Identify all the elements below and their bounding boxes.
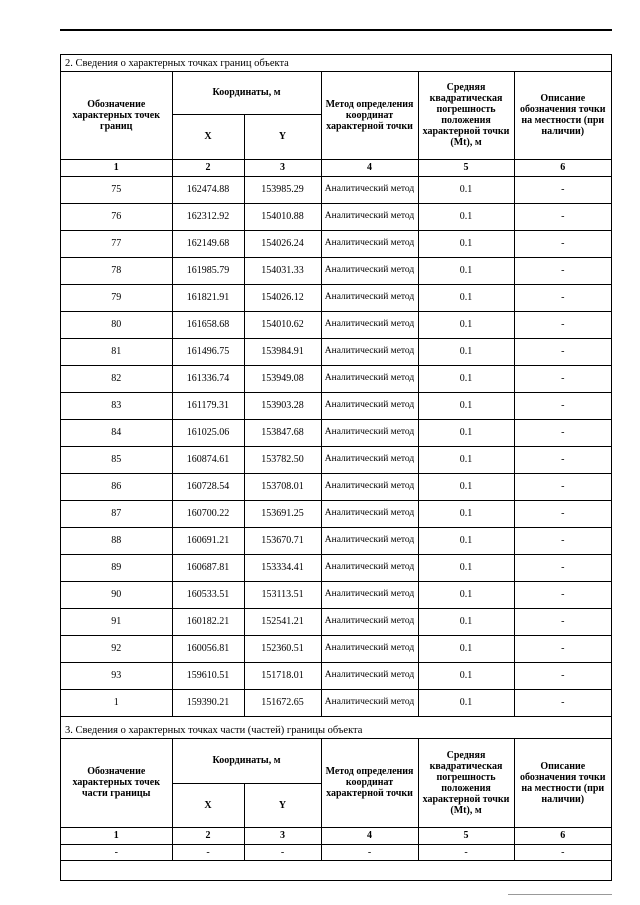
cell-point: 91: [61, 608, 172, 635]
header-accuracy: Средняя квадратическая погрешность положения характерной точки (Mt), м: [418, 72, 514, 159]
cell-x: 160728.54: [172, 473, 244, 500]
cell-description: -: [514, 844, 611, 860]
cell-point: 75: [61, 176, 172, 203]
cell-method: Аналитический метод: [321, 419, 418, 446]
cell-accuracy: 0.1: [418, 338, 514, 365]
cell-y: 152360.51: [244, 635, 321, 662]
section-2-table: [61, 72, 611, 717]
cell-y: 153113.51: [244, 581, 321, 608]
cell-method: Аналитический метод: [321, 662, 418, 689]
cell-accuracy: 0.1: [418, 689, 514, 716]
cell-point: 88: [61, 527, 172, 554]
cell-y: 153708.01: [244, 473, 321, 500]
cell-accuracy: 0.1: [418, 419, 514, 446]
cell-x: 159610.51: [172, 662, 244, 689]
table-row: [61, 554, 611, 581]
header-point: Обозначение характерных точек границ: [61, 72, 172, 159]
cell-x: 160533.51: [172, 581, 244, 608]
cell-x: 160687.81: [172, 554, 244, 581]
cell-accuracy: 0.1: [418, 662, 514, 689]
cell-y: 153949.08: [244, 365, 321, 392]
table-row: [61, 473, 611, 500]
cell-y: 154026.12: [244, 284, 321, 311]
cell-x: 160874.61: [172, 446, 244, 473]
cell-method: Аналитический метод: [321, 203, 418, 230]
cell-accuracy: 0.1: [418, 392, 514, 419]
header-row: [61, 72, 611, 114]
cell-y: 153985.29: [244, 176, 321, 203]
cell-point: -: [61, 844, 172, 860]
cell-method: Аналитический метод: [321, 338, 418, 365]
table-row: [61, 311, 611, 338]
cell-x: 162474.88: [172, 176, 244, 203]
cell-method: Аналитический метод: [321, 635, 418, 662]
cell-y: 152541.21: [244, 608, 321, 635]
cell-accuracy: 0.1: [418, 230, 514, 257]
table-row: [61, 419, 611, 446]
cell-x: 161025.06: [172, 419, 244, 446]
header-description: Описание обозначения точки на местности (при наличии): [514, 72, 611, 159]
table-row: [61, 230, 611, 257]
header-coordinates: Координаты, м: [172, 739, 321, 783]
column-number: 1: [61, 159, 172, 176]
table-row: [61, 500, 611, 527]
cell-description: -: [514, 500, 611, 527]
table-row: [61, 635, 611, 662]
cell-description: -: [514, 176, 611, 203]
cell-method: Аналитический метод: [321, 311, 418, 338]
cell-description: -: [514, 203, 611, 230]
header-y: Y: [244, 783, 321, 827]
cell-point: 79: [61, 284, 172, 311]
cell-description: -: [514, 230, 611, 257]
cell-point: 84: [61, 419, 172, 446]
cell-x: 160056.81: [172, 635, 244, 662]
cell-y: 153903.28: [244, 392, 321, 419]
cell-accuracy: 0.1: [418, 257, 514, 284]
header-row: [61, 739, 611, 783]
table-row: [61, 689, 611, 716]
cell-description: -: [514, 689, 611, 716]
cell-point: 82: [61, 365, 172, 392]
cell-point: 89: [61, 554, 172, 581]
cell-accuracy: 0.1: [418, 554, 514, 581]
table-row: [61, 284, 611, 311]
cell-point: 86: [61, 473, 172, 500]
cell-accuracy: 0.1: [418, 608, 514, 635]
cell-point: 93: [61, 662, 172, 689]
table-row: [61, 608, 611, 635]
cell-x: 162312.92: [172, 203, 244, 230]
cell-x: -: [172, 844, 244, 860]
cell-description: -: [514, 365, 611, 392]
table-row: [61, 844, 611, 860]
cell-accuracy: 0.1: [418, 203, 514, 230]
cell-accuracy: 0.1: [418, 635, 514, 662]
column-number: 6: [514, 827, 611, 844]
table-row: [61, 527, 611, 554]
table-row: [61, 203, 611, 230]
column-number: 2: [172, 159, 244, 176]
section-3-title: 3. Сведения о характерных точках части (частей) границы объекта: [61, 722, 611, 739]
table-row: [61, 662, 611, 689]
header-description: Описание обозначения точки на местности (при наличии): [514, 739, 611, 827]
cell-x: 161336.74: [172, 365, 244, 392]
cell-y: 153670.71: [244, 527, 321, 554]
section-3-table: [61, 739, 611, 861]
header-coordinates: Координаты, м: [172, 72, 321, 114]
section-2-title: 2. Сведения о характерных точках границ объекта: [61, 55, 611, 72]
cell-method: -: [321, 844, 418, 860]
cell-point: 76: [61, 203, 172, 230]
cell-method: Аналитический метод: [321, 473, 418, 500]
table-row: [61, 257, 611, 284]
column-numbers-row: [61, 159, 611, 176]
header-x: X: [172, 114, 244, 159]
cell-point: 78: [61, 257, 172, 284]
table-row: [61, 446, 611, 473]
cell-accuracy: 0.1: [418, 446, 514, 473]
table-row: [61, 392, 611, 419]
column-numbers-row: [61, 827, 611, 844]
cell-description: -: [514, 527, 611, 554]
cell-y: 153691.25: [244, 500, 321, 527]
cell-x: 161985.79: [172, 257, 244, 284]
cell-point: 81: [61, 338, 172, 365]
cell-method: Аналитический метод: [321, 581, 418, 608]
column-number: 6: [514, 159, 611, 176]
cell-description: -: [514, 257, 611, 284]
cell-description: -: [514, 473, 611, 500]
column-number: 2: [172, 827, 244, 844]
cell-description: -: [514, 581, 611, 608]
cell-point: 77: [61, 230, 172, 257]
column-number: 3: [244, 159, 321, 176]
cell-method: Аналитический метод: [321, 689, 418, 716]
cell-description: -: [514, 284, 611, 311]
table-row: [61, 176, 611, 203]
cell-x: 160691.21: [172, 527, 244, 554]
cell-accuracy: 0.1: [418, 581, 514, 608]
cell-description: -: [514, 635, 611, 662]
cell-description: -: [514, 608, 611, 635]
cell-accuracy: 0.1: [418, 527, 514, 554]
cell-description: -: [514, 446, 611, 473]
cell-method: Аналитический метод: [321, 527, 418, 554]
cell-description: -: [514, 662, 611, 689]
cell-x: 161179.31: [172, 392, 244, 419]
header-method: Метод определения координат характерной точки: [321, 72, 418, 159]
cell-y: 151672.65: [244, 689, 321, 716]
header-x: X: [172, 783, 244, 827]
cell-x: 160700.22: [172, 500, 244, 527]
cell-x: 161496.75: [172, 338, 244, 365]
cell-x: 161658.68: [172, 311, 244, 338]
cell-description: -: [514, 392, 611, 419]
column-number: 1: [61, 827, 172, 844]
cell-method: Аналитический метод: [321, 392, 418, 419]
cell-y: 153334.41: [244, 554, 321, 581]
cell-accuracy: 0.1: [418, 473, 514, 500]
cell-accuracy: 0.1: [418, 500, 514, 527]
document-frame: [60, 54, 612, 881]
column-number: 3: [244, 827, 321, 844]
cell-point: 80: [61, 311, 172, 338]
column-number: 5: [418, 159, 514, 176]
cell-point: 83: [61, 392, 172, 419]
cell-method: Аналитический метод: [321, 365, 418, 392]
top-rule: [60, 29, 612, 31]
cell-accuracy: 0.1: [418, 176, 514, 203]
cell-y: 151718.01: [244, 662, 321, 689]
table-row: [61, 338, 611, 365]
cell-point: 1: [61, 689, 172, 716]
cell-accuracy: -: [418, 844, 514, 860]
cell-method: Аналитический метод: [321, 608, 418, 635]
header-point: Обозначение характерных точек части границы: [61, 739, 172, 827]
cell-method: Аналитический метод: [321, 554, 418, 581]
table-row: [61, 581, 611, 608]
cell-method: Аналитический метод: [321, 230, 418, 257]
cell-y: -: [244, 844, 321, 860]
cell-x: 160182.21: [172, 608, 244, 635]
cell-accuracy: 0.1: [418, 365, 514, 392]
cell-accuracy: 0.1: [418, 311, 514, 338]
bottom-rule: [508, 894, 612, 895]
cell-x: 162149.68: [172, 230, 244, 257]
cell-y: 153782.50: [244, 446, 321, 473]
cell-method: Аналитический метод: [321, 176, 418, 203]
header-method: Метод определения координат характерной точки: [321, 739, 418, 827]
cell-y: 154010.62: [244, 311, 321, 338]
cell-method: Аналитический метод: [321, 500, 418, 527]
cell-y: 154026.24: [244, 230, 321, 257]
cell-point: 90: [61, 581, 172, 608]
cell-method: Аналитический метод: [321, 284, 418, 311]
cell-y: 153847.68: [244, 419, 321, 446]
table-row: [61, 365, 611, 392]
cell-point: 87: [61, 500, 172, 527]
header-y: Y: [244, 114, 321, 159]
cell-accuracy: 0.1: [418, 284, 514, 311]
cell-y: 154010.88: [244, 203, 321, 230]
header-accuracy: Средняя квадратическая погрешность положения характерной точки (Mt), м: [418, 739, 514, 827]
cell-y: 153984.91: [244, 338, 321, 365]
cell-description: -: [514, 419, 611, 446]
column-number: 4: [321, 159, 418, 176]
cell-point: 85: [61, 446, 172, 473]
cell-x: 159390.21: [172, 689, 244, 716]
cell-description: -: [514, 554, 611, 581]
cell-point: 92: [61, 635, 172, 662]
cell-y: 154031.33: [244, 257, 321, 284]
column-number: 5: [418, 827, 514, 844]
column-number: 4: [321, 827, 418, 844]
cell-description: -: [514, 338, 611, 365]
cell-method: Аналитический метод: [321, 257, 418, 284]
cell-method: Аналитический метод: [321, 446, 418, 473]
cell-description: -: [514, 311, 611, 338]
cell-x: 161821.91: [172, 284, 244, 311]
